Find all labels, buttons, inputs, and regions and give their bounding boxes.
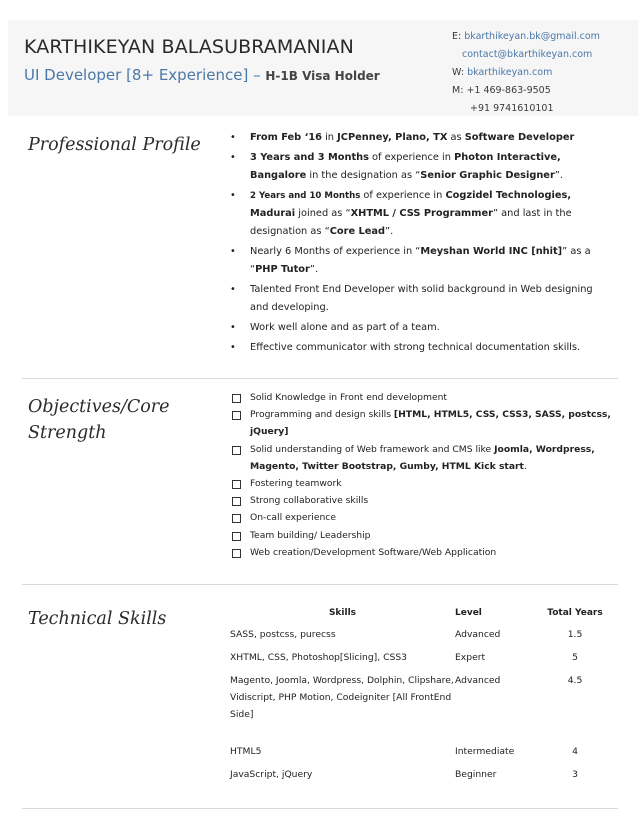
section-divider	[22, 584, 618, 585]
resume-header	[8, 20, 638, 116]
body-text: in	[321, 132, 338, 143]
objective-item	[230, 545, 615, 562]
checkbox-icon	[232, 446, 241, 455]
emphasis-text: Senior Graphic Designer	[420, 170, 555, 181]
emphasis-text: PHP Tutor	[255, 264, 310, 275]
checkbox-icon	[232, 549, 241, 558]
section-divider	[22, 378, 618, 379]
skill-cell: Magento, Joomla, Wordpress, Dolphin, Clipshare, Vidiscript, PHP Motion, Codeigniter [All FrontEnd Side]	[230, 675, 454, 720]
level-cell: Beginner	[455, 769, 497, 780]
emphasis-text: From Feb ‘16	[250, 132, 322, 143]
objective-item	[230, 476, 615, 493]
objective-item	[230, 528, 615, 545]
candidate-subtitle	[24, 66, 380, 84]
body-text: ” and last in the designation as “	[250, 208, 572, 237]
level-cell: Expert	[455, 652, 486, 663]
table-row	[230, 739, 610, 762]
col-header-level: Level	[455, 608, 482, 618]
mobile-label: M:	[452, 85, 464, 96]
body-text: Strong collaborative skills	[250, 494, 369, 506]
objective-item	[230, 493, 615, 510]
skill-cell: HTML5	[230, 746, 262, 757]
profile-item	[230, 149, 610, 185]
contact-web-row	[452, 64, 600, 82]
years-cell: 3	[572, 769, 578, 780]
bullet-icon: •	[230, 284, 236, 295]
profile-item	[230, 129, 610, 147]
checkbox-icon	[232, 514, 241, 523]
table-row	[230, 668, 610, 739]
body-text: Programming and design skills	[250, 409, 394, 420]
section-title-technical: Technical Skills	[28, 609, 167, 629]
visa-status: H-1B Visa Holder	[265, 69, 380, 83]
skill-cell: JavaScript, jQuery	[230, 769, 313, 780]
body-text: of experience in	[368, 152, 455, 163]
table-row	[230, 622, 610, 645]
skills-table	[230, 604, 610, 785]
phone-india: +91 9741610101	[470, 103, 554, 114]
contact-block	[452, 28, 600, 118]
body-text: ” as a “	[250, 246, 591, 275]
body-text: On-call experience	[250, 511, 336, 523]
section-title-profile: Professional Profile	[28, 135, 201, 155]
objectives-list	[230, 390, 615, 562]
col-header-years: Total Years	[547, 608, 603, 618]
emphasis-text: Joomla, Wordpress, Magento, Twitter Bootstrap, Gumby, HTML Kick start	[250, 444, 595, 472]
body-text: Effective communicator with strong technical documentation skills.	[250, 342, 581, 353]
profile-item	[230, 187, 610, 241]
profile-list	[230, 129, 610, 359]
level-cell: Advanced	[455, 675, 501, 686]
candidate-name: KARTHIKEYAN BALASUBRAMANIAN	[24, 36, 354, 58]
email-label: E:	[452, 31, 462, 42]
table-row	[230, 762, 610, 785]
emphasis-text: 3 Years and 3 Months	[250, 152, 369, 163]
bullet-icon: •	[230, 190, 236, 201]
body-text: Team building/ Leadership	[250, 530, 371, 541]
profile-item	[230, 243, 610, 279]
body-text: joined as “	[295, 208, 351, 219]
website-link[interactable]: bkarthikeyan.com	[467, 67, 553, 78]
objective-item	[230, 442, 615, 475]
bullet-icon: •	[230, 342, 236, 353]
bullet-icon: •	[230, 132, 236, 143]
body-text: Work well alone and as part of a team.	[250, 322, 440, 333]
skills-table-header	[230, 604, 610, 622]
body-text: .	[523, 460, 527, 472]
body-text: of experience in	[360, 190, 446, 201]
checkbox-icon	[232, 480, 241, 489]
emphasis-text: Photon Interactive, Bangalore	[250, 152, 561, 181]
emphasis-text: Cogzidel Technologies, Madurai	[250, 190, 572, 219]
email2-link[interactable]: contact@bkarthikeyan.com	[462, 49, 593, 60]
profile-item	[230, 319, 610, 337]
web-label: W:	[452, 67, 465, 78]
checkbox-icon	[232, 532, 241, 541]
skill-cell: SASS, postcss, purecss	[230, 629, 336, 640]
body-text: in the designation as “	[306, 170, 421, 181]
emphasis-text: [HTML, HTML5, CSS, CSS3, SASS, postcss, jQuery]	[250, 409, 611, 437]
skill-cell: XHTML, CSS, Photoshop[Slicing], CSS3	[230, 652, 408, 663]
years-cell: 1.5	[567, 629, 583, 640]
section-divider	[22, 808, 618, 809]
body-text: ”.	[309, 264, 319, 275]
objective-item	[230, 390, 615, 407]
emphasis-text: Software Developer	[464, 132, 575, 143]
emphasis-text: JCPenney, Plano, TX	[337, 132, 448, 143]
contact-phone-row	[452, 82, 600, 100]
body-text: Talented Front End Developer with solid background in Web designing and developing.	[250, 284, 593, 313]
years-cell: 4.5	[567, 675, 583, 686]
body-text: Fostering teamwork	[250, 477, 342, 489]
emphasis-text: XHTML / CSS Programmer	[350, 208, 493, 219]
role-summary: UI Developer [8+ Experience] –	[24, 66, 261, 84]
contact-phone2-row	[452, 100, 600, 118]
body-text: as	[447, 132, 465, 143]
contact-email2-row	[452, 46, 600, 64]
profile-item	[230, 281, 610, 317]
section-title-objectives: Objectives/Core Strength	[28, 397, 170, 443]
profile-item	[230, 339, 610, 357]
contact-email-row	[452, 28, 600, 46]
body-text: Solid Knowledge in Front end development	[250, 392, 448, 403]
phone-us: +1 469-863-9505	[466, 85, 551, 96]
emphasis-text: Core Lead	[329, 226, 386, 237]
checkbox-icon	[232, 411, 241, 420]
emphasis-text: 2 Years and 10 Months	[250, 191, 361, 201]
years-cell: 5	[572, 652, 578, 663]
objective-item	[230, 407, 615, 440]
checkbox-icon	[232, 394, 241, 403]
email-link[interactable]: bkarthikeyan.bk@gmail.com	[464, 31, 600, 42]
body-text: Solid understanding of Web framework and CMS like	[250, 444, 495, 455]
bullet-icon: •	[230, 152, 236, 163]
body-text: ”.	[554, 170, 563, 181]
body-text: Nearly 6 Months of experience in “	[250, 246, 421, 257]
body-text: ”.	[385, 226, 394, 237]
checkbox-icon	[232, 497, 241, 506]
years-cell: 4	[572, 746, 578, 757]
bullet-icon: •	[230, 246, 236, 257]
table-row	[230, 645, 610, 668]
body-text: Web creation/Development Software/Web Application	[250, 547, 497, 558]
level-cell: Intermediate	[455, 746, 515, 757]
level-cell: Advanced	[455, 629, 501, 640]
emphasis-text: Meyshan World INC [nhit]	[420, 246, 563, 257]
objective-item	[230, 510, 615, 527]
bullet-icon: •	[230, 322, 236, 333]
col-header-skills: Skills	[328, 608, 357, 618]
